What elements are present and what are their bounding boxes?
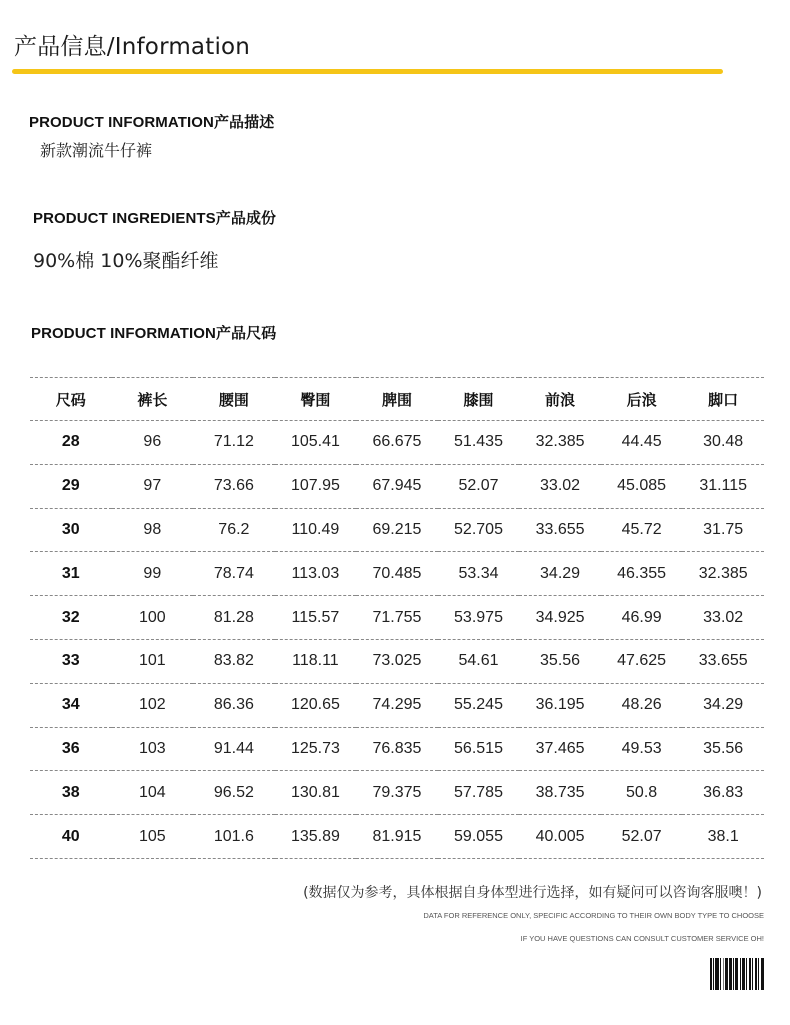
column-header-size: 尺码 (30, 378, 112, 421)
cell-front-rise: 32.385 (519, 421, 601, 465)
table-row (30, 683, 764, 727)
cell-leg-opening: 35.56 (682, 727, 764, 771)
ingredients-heading: PRODUCT INGREDIENTS产品成份 (33, 210, 277, 227)
cell-length: 98 (112, 508, 194, 552)
cell-thigh: 67.945 (356, 464, 438, 508)
column-header-front-rise: 前浪 (519, 378, 601, 421)
cell-hip: 130.81 (275, 771, 357, 815)
column-header-leg-opening: 脚口 (682, 378, 764, 421)
cell-back-rise: 52.07 (601, 815, 683, 859)
cell-size: 29 (30, 464, 112, 508)
cell-length: 103 (112, 727, 194, 771)
cell-length: 102 (112, 683, 194, 727)
cell-leg-opening: 32.385 (682, 552, 764, 596)
barcode-bar (761, 958, 764, 990)
cell-back-rise: 46.355 (601, 552, 683, 596)
table-row (30, 727, 764, 771)
cell-front-rise: 37.465 (519, 727, 601, 771)
cell-front-rise: 34.29 (519, 552, 601, 596)
cell-knee: 53.34 (438, 552, 520, 596)
cell-front-rise: 33.655 (519, 508, 601, 552)
cell-size: 34 (30, 683, 112, 727)
cell-size: 31 (30, 552, 112, 596)
column-header-back-rise: 后浪 (601, 378, 683, 421)
reference-note-english-line2: IF YOU HAVE QUESTIONS CAN CONSULT CUSTOMER SERVICE OH! (520, 934, 764, 943)
cell-thigh: 81.915 (356, 815, 438, 859)
cell-hip: 118.11 (275, 639, 357, 683)
cell-leg-opening: 38.1 (682, 815, 764, 859)
cell-thigh: 71.755 (356, 596, 438, 640)
cell-waist: 71.12 (193, 421, 275, 465)
cell-size: 32 (30, 596, 112, 640)
cell-back-rise: 44.45 (601, 421, 683, 465)
cell-thigh: 73.025 (356, 639, 438, 683)
table-row (30, 552, 764, 596)
cell-leg-opening: 31.115 (682, 464, 764, 508)
cell-back-rise: 50.8 (601, 771, 683, 815)
cell-front-rise: 35.56 (519, 639, 601, 683)
cell-size: 28 (30, 421, 112, 465)
cell-back-rise: 46.99 (601, 596, 683, 640)
cell-length: 100 (112, 596, 194, 640)
cell-knee: 59.055 (438, 815, 520, 859)
cell-size: 38 (30, 771, 112, 815)
title-underline-divider (12, 69, 723, 74)
column-header-length: 裤长 (112, 378, 194, 421)
cell-thigh: 74.295 (356, 683, 438, 727)
cell-length: 101 (112, 639, 194, 683)
cell-front-rise: 33.02 (519, 464, 601, 508)
description-text: 新款潮流牛仔裤 (40, 141, 153, 160)
cell-hip: 135.89 (275, 815, 357, 859)
cell-thigh: 70.485 (356, 552, 438, 596)
cell-leg-opening: 30.48 (682, 421, 764, 465)
cell-knee: 53.975 (438, 596, 520, 640)
cell-knee: 52.07 (438, 464, 520, 508)
cell-knee: 54.61 (438, 639, 520, 683)
column-header-knee: 膝围 (438, 378, 520, 421)
cell-thigh: 69.215 (356, 508, 438, 552)
description-heading: PRODUCT INFORMATION产品描述 (29, 114, 275, 131)
size-chart-heading: PRODUCT INFORMATION产品尺码 (31, 325, 277, 342)
cell-waist: 86.36 (193, 683, 275, 727)
cell-length: 104 (112, 771, 194, 815)
cell-size: 36 (30, 727, 112, 771)
cell-hip: 125.73 (275, 727, 357, 771)
cell-length: 96 (112, 421, 194, 465)
cell-thigh: 76.835 (356, 727, 438, 771)
cell-waist: 83.82 (193, 639, 275, 683)
reference-note-chinese: (数据仅为参考，具体根据自身体型进行选择，如有疑问可以咨询客服噢！) (303, 885, 762, 901)
page-title: 产品信息/Information (14, 34, 251, 60)
cell-hip: 115.57 (275, 596, 357, 640)
cell-waist: 96.52 (193, 771, 275, 815)
cell-back-rise: 45.085 (601, 464, 683, 508)
cell-length: 105 (112, 815, 194, 859)
table-row (30, 508, 764, 552)
table-row (30, 815, 764, 859)
cell-leg-opening: 34.29 (682, 683, 764, 727)
cell-waist: 76.2 (193, 508, 275, 552)
cell-back-rise: 49.53 (601, 727, 683, 771)
cell-leg-opening: 31.75 (682, 508, 764, 552)
cell-front-rise: 40.005 (519, 815, 601, 859)
cell-back-rise: 48.26 (601, 683, 683, 727)
table-row (30, 639, 764, 683)
ingredients-text: 90%棉 10%聚酯纤维 (33, 250, 219, 272)
cell-front-rise: 34.925 (519, 596, 601, 640)
cell-size: 33 (30, 639, 112, 683)
cell-leg-opening: 33.02 (682, 596, 764, 640)
cell-knee: 51.435 (438, 421, 520, 465)
cell-thigh: 79.375 (356, 771, 438, 815)
cell-waist: 78.74 (193, 552, 275, 596)
table-header-row (30, 378, 764, 421)
column-header-waist: 腰围 (193, 378, 275, 421)
cell-leg-opening: 33.655 (682, 639, 764, 683)
cell-waist: 91.44 (193, 727, 275, 771)
table-row (30, 596, 764, 640)
barcode-icon (710, 958, 764, 990)
cell-waist: 81.28 (193, 596, 275, 640)
column-header-thigh: 脾围 (356, 378, 438, 421)
cell-waist: 73.66 (193, 464, 275, 508)
cell-knee: 56.515 (438, 727, 520, 771)
cell-leg-opening: 36.83 (682, 771, 764, 815)
reference-note-english-line1: DATA FOR REFERENCE ONLY, SPECIFIC ACCORDING TO THEIR OWN BODY TYPE TO CHOOSE (423, 911, 764, 920)
cell-thigh: 66.675 (356, 421, 438, 465)
cell-front-rise: 38.735 (519, 771, 601, 815)
cell-length: 99 (112, 552, 194, 596)
cell-back-rise: 45.72 (601, 508, 683, 552)
cell-knee: 57.785 (438, 771, 520, 815)
cell-hip: 105.41 (275, 421, 357, 465)
column-header-hip: 臀围 (275, 378, 357, 421)
cell-knee: 52.705 (438, 508, 520, 552)
cell-hip: 113.03 (275, 552, 357, 596)
table-row (30, 464, 764, 508)
cell-size: 40 (30, 815, 112, 859)
table-row (30, 771, 764, 815)
cell-hip: 107.95 (275, 464, 357, 508)
cell-hip: 120.65 (275, 683, 357, 727)
cell-size: 30 (30, 508, 112, 552)
cell-back-rise: 47.625 (601, 639, 683, 683)
cell-waist: 101.6 (193, 815, 275, 859)
cell-length: 97 (112, 464, 194, 508)
cell-front-rise: 36.195 (519, 683, 601, 727)
size-chart-table (30, 377, 764, 859)
table-row (30, 421, 764, 465)
cell-knee: 55.245 (438, 683, 520, 727)
cell-hip: 110.49 (275, 508, 357, 552)
